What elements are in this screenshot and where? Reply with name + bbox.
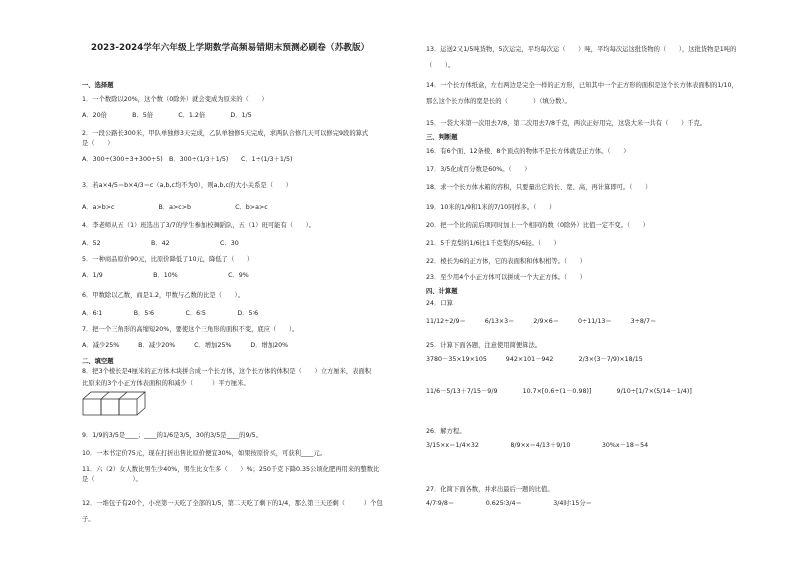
cubes-figure xyxy=(82,391,148,417)
question-line: 13．运送2又1/5吨货物，5次运完，平均每次运（ ）吨，平均每次运这批货物的（ ），这批货物是1吨的 xyxy=(426,46,737,53)
question-line: 17．3/5化成百分数是60%。（ ） xyxy=(426,166,531,173)
question-line: 24．口算 xyxy=(426,300,453,307)
question-line: A．a>b>c B．a>c>b C．b>a>c xyxy=(82,204,268,211)
question-line: 1．一个数除以20%，这个数（0除外）就会变成为原来的（ ） xyxy=(82,96,268,103)
page-title: 2023-2024学年六年级上学期数学高频易错期末预测必刷卷（苏教版） xyxy=(91,43,370,53)
section-heading: 四、计算题 xyxy=(426,288,458,295)
question-line: （ ）。 xyxy=(426,62,455,69)
question-line: 11/6－5/13＋7/15－9/9 10.7×[0.6÷(1－0.98)] 9/10÷[1/7×(5/14－1/4)] xyxy=(426,388,692,395)
question-line: 那么这个长方体的宽是长的（ ）（填分数）。 xyxy=(426,98,571,105)
section-heading: 二、填空题 xyxy=(82,358,114,365)
question-line: A．减少25% B．减少20% C．增加25% D．增加20% xyxy=(82,342,289,349)
question-line: 21．5千克梨的1/6比1千克梨的5/6轻。（ ） xyxy=(426,240,560,247)
question-line: 3．若a×4/5＝b×4/3＝c（a,b,c均不为0），则a,b,c的大小关系是（ ） xyxy=(82,182,292,189)
question-line: 26．解方程。 xyxy=(426,428,466,435)
question-line: 11/12÷2/9＝ 6/13×3＝ 2/9×6＝ 0÷11/13＝ 3÷8/7＝ xyxy=(426,318,657,325)
question-line: 15．一袋大米第一次用去7/8，第二次用去7/8千克，两次正好用完，这袋大米一共有（ ）千克。 xyxy=(426,120,707,127)
question-line: 4/7∶9/8＝ 0.625∶3/4＝ 3/4时∶15分＝ xyxy=(426,500,592,507)
question-line: 9．1/9的3/5是____；____的1/6是3/5，30的3/5是____的9/5。 xyxy=(82,432,262,439)
question-line: A．6∶1 B．5∶6 C．6∶5 D．5∶6 xyxy=(82,310,259,317)
question-line: 19．10米的1/9和1米的7/10同样多。（ ） xyxy=(426,204,556,211)
question-line: 14．一个长方体纸盒，左右两边是完全一样的正方形，已知其中一个正方形的面积是这个长方体表面积的1/10， xyxy=(426,82,738,89)
question-line: 18．求一个长方体木箱的容积，只要量出它的长、宽、高，再计算即可。（ ） xyxy=(426,184,652,191)
question-line: 2．一段公路长300米，甲队单独修3天完成，乙队单独修5天完成，求两队合修几天可以修完9段的算式 xyxy=(82,130,369,137)
question-line: 20．把一个比的前后项同时加上一个相同的数（0除外）比值一定不变。（ ） xyxy=(426,222,649,229)
question-line: 4．李老师从五（1）班选出了3/7的学生参加校舞蹈队，五（1）班可能有（ ）。 xyxy=(82,222,316,229)
question-line: 比原来的3个小正方体表面积的和减少（ ）平方厘米。 xyxy=(82,380,250,387)
section-heading: 一、选择题 xyxy=(82,82,114,89)
question-line: 8．把3个棱长是4厘米的正方体木块拼合成一个长方体，这个长方体的体积是（ ）立方厘米，表面积 xyxy=(82,368,372,375)
question-line: A．1/9 B．10% C．9% xyxy=(82,272,249,279)
question-line: 16．有6个面、12条棱、8个顶点的物体不是长方体就是正方体。（ ） xyxy=(426,148,630,155)
section-heading: 三、判断题 xyxy=(426,134,458,141)
question-line: A．20倍 B．5倍 C．1.2倍 D．1/5 xyxy=(82,112,252,119)
question-line: 12．一堆包子有20个，小亮第一天吃了全部的1/5，第二天吃了剩下的1/4，那么第三天还剩（ ）个包 xyxy=(82,500,383,507)
question-line: 27．化简下面各数，并求出最后一题的比值。 xyxy=(426,486,554,493)
question-line: 3/15×x＝1/4×32 8/9×x＝4/13＋9/10 30%x－18＝54 xyxy=(426,442,649,449)
question-line: 23．至少用4个小正方体可以拼成一个大正方体。（ ） xyxy=(426,274,586,281)
question-line: 5．一种商品原价90元，比原价降低了10元，降低了（ ） xyxy=(82,256,254,263)
question-line: 6．甲数除以乙数，商是1.2，甲数与乙数的比是（ ）。 xyxy=(82,292,244,299)
question-line: 是（ ） xyxy=(82,140,114,147)
question-line: 3780－35×19×105 942×101－942 2/3×(3－7/9)×18/15 xyxy=(426,356,643,363)
question-line: 22．棱长为6的正方体，它的表面积和体积相等。（ ） xyxy=(426,258,586,265)
question-line: 子。 xyxy=(82,516,95,523)
question-line: A．300÷(300÷3+300÷5) B．300÷(1/3＋1/5) C．1÷(1/3＋1/5) xyxy=(82,156,293,163)
question-line: 11．六（2）女人数比男生少40%，男生比女生多（ ）%；250千克下降0.35公顷化肥再用来的整数比 xyxy=(82,466,380,473)
question-line: 是（ ）。 xyxy=(82,476,142,483)
question-line: 7．把一个三角形的高缩短20%，要使这个三角形的面积不变，底应（ ）。 xyxy=(82,326,299,333)
question-line: A．52 B．42 C．30 xyxy=(82,240,239,247)
question-line: 25．计算下面各题，注意使用简便算法。 xyxy=(426,342,542,349)
question-line: 10．一本书定价75元，现在打折出售比原价便宜30%，如果按原价买，可获利____元。 xyxy=(82,450,327,457)
